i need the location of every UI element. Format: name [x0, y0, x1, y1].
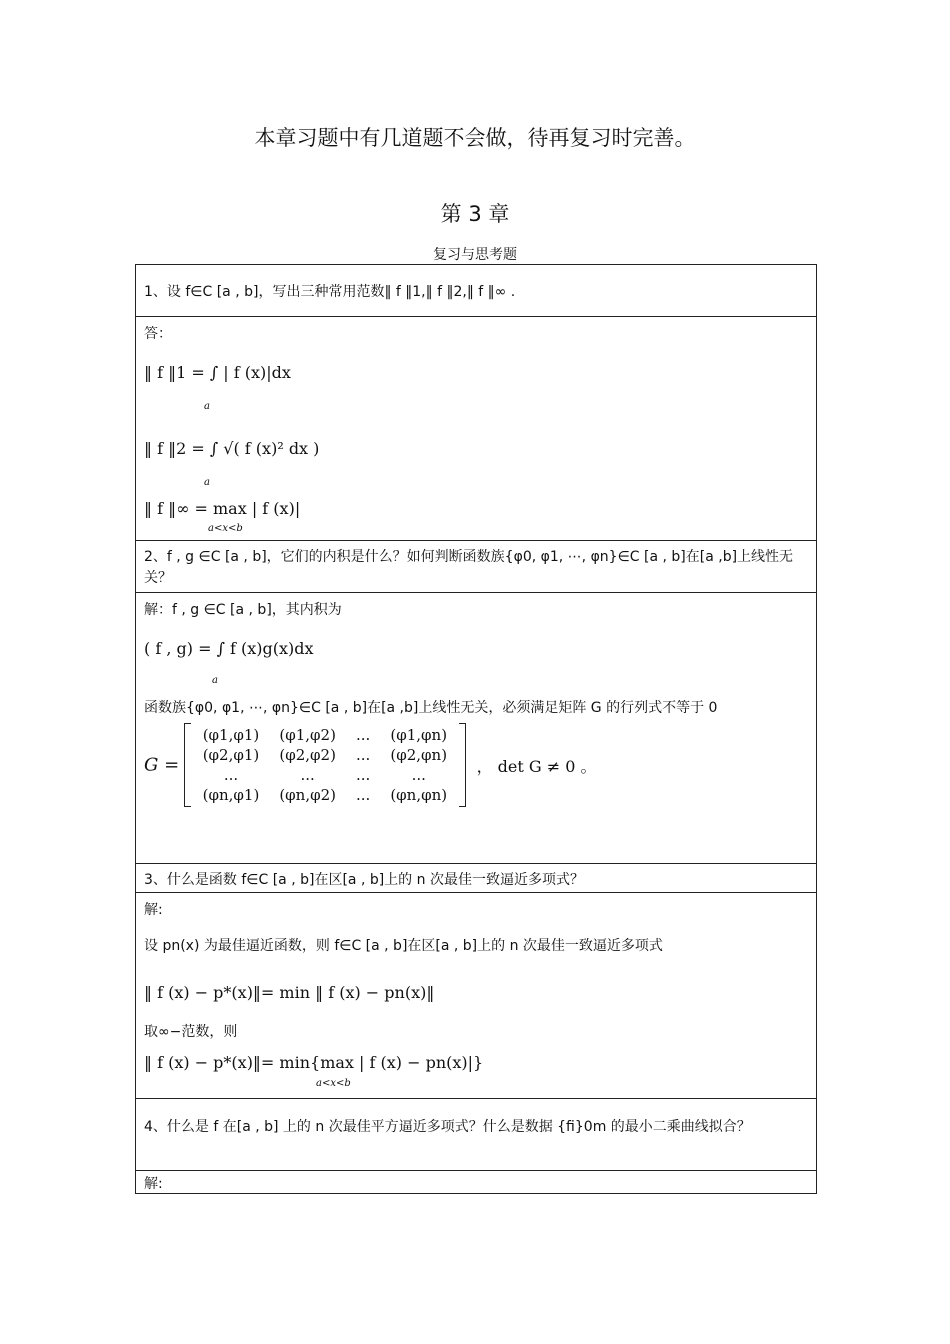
chapter-title: 第 3 章	[440, 202, 510, 226]
question-4-row	[136, 1098, 816, 1170]
gram-matrix-determinant: ， det G ≠ 0 。	[476, 756, 597, 776]
gram-matrix-cell: ...	[300, 766, 315, 784]
gram-matrix-cell: (φn,φ2)	[279, 786, 337, 804]
gram-matrix-cell: (φn,φ1)	[202, 786, 260, 804]
gram-matrix-cell: (φ1,φ1)	[202, 726, 260, 744]
gram-matrix-cell: ...	[356, 766, 371, 784]
gram-matrix-cell: (φ1,φ2)	[279, 726, 336, 744]
answer-1-norm2-equation: ‖ f ‖2 = ∫ √( f (x)² dx )	[144, 439, 320, 458]
gram-matrix-cell: ...	[411, 766, 426, 784]
question-4-text: 4、什么是 f 在[a , b] 上的 n 次最佳平方逼近多项式？什么是数据 {fi}0m 的最小二乘曲线拟合？	[144, 1119, 751, 1135]
gram-matrix-cell: ...	[356, 786, 371, 804]
section-subtitle: 复习与思考题	[433, 247, 517, 263]
question-3-text: 3、什么是函数 f∈C [a , b]在区[a , b]上的 n 次最佳一致逼近多项式？	[144, 872, 584, 888]
answer-4-row	[136, 1170, 816, 1193]
answer-3-equation-1: ‖ f (x) − p*(x)‖= min ‖ f (x) − pn(x)‖	[144, 983, 435, 1002]
question-2-text: 2、f , g ∈C [a , b]，它们的内积是什么？如何判断函数族{φ0, φ1, ⋯, φn}∈C [a , b]在[a ,b]上线性无关？	[144, 549, 794, 586]
gram-matrix-lhs: G =	[144, 754, 180, 776]
gram-matrix-cell: (φn,φn)	[390, 786, 448, 804]
gram-matrix-row	[193, 785, 458, 805]
question-1-row	[136, 265, 816, 316]
question-1-text: 1、设 f∈C [a , b]，写出三种常用范数‖ f ‖1,‖ f ‖2,‖ f ‖∞ .	[144, 284, 516, 300]
answer-4-label: 解:	[144, 1176, 163, 1192]
gram-matrix-cell: (φ2,φ1)	[202, 746, 260, 764]
gram-matrix-cell: ...	[223, 766, 239, 784]
gram-matrix-row	[193, 745, 458, 765]
answer-1-norminf-subscript: a<x<b	[208, 523, 243, 534]
answer-3-line-1: 设 pn(x) 为最佳逼近函数，则 f∈C [a , b]在区[a , b]上的 n 次最佳一致逼近多项式	[144, 938, 663, 954]
qa-table	[135, 264, 817, 1194]
gram-matrix-block	[144, 723, 597, 807]
question-3-row	[136, 863, 816, 892]
question-2-row	[136, 540, 816, 592]
answer-3-max-subscript: a<x<b	[316, 1078, 351, 1089]
answer-1-row	[136, 316, 816, 540]
answer-2-lower-limit: a	[212, 675, 218, 686]
gram-matrix-cell: (φ1,φn)	[390, 726, 448, 744]
answer-1-norm2-lower-limit: a	[204, 477, 210, 488]
answer-3-label: 解:	[144, 902, 163, 918]
answer-2-inner-product-equation: ( f , g) = ∫ f (x)g(x)dx	[144, 639, 314, 658]
answer-1-norm1-lower-limit: a	[204, 401, 210, 412]
chapter-note: 本章习题中有几道题不会做，待再复习时完善。	[254, 126, 696, 150]
gram-matrix-cell: (φ2,φn)	[390, 746, 448, 764]
answer-1-norm1-equation: ‖ f ‖1 = ∫ | f (x)|dx	[144, 363, 291, 382]
answer-2-row	[136, 592, 816, 863]
answer-1-norminf-equation: ‖ f ‖∞ = max | f (x)|	[144, 499, 301, 518]
answer-2-condition: 函数族{φ0, φ1, ⋯, φn}∈C [a , b]在[a ,b]上线性无关，必须满足矩阵 G 的行列式不等于 0	[144, 700, 718, 716]
gram-matrix-row	[193, 725, 458, 745]
answer-3-equation-2: ‖ f (x) − p*(x)‖= min{max | f (x) − pn(x)|}	[144, 1053, 484, 1072]
gram-matrix-cell: (φ2,φ2)	[279, 746, 336, 764]
gram-matrix	[184, 723, 467, 807]
answer-3-line-2: 取∞−范数，则	[144, 1024, 238, 1040]
gram-matrix-cell: ...	[356, 726, 371, 744]
answer-3-row	[136, 892, 816, 1098]
gram-matrix-row	[193, 765, 458, 785]
answer-1-label: 答：	[144, 326, 172, 342]
answer-2-label: 解：f , g ∈C [a , b]，其内积为	[144, 602, 342, 618]
gram-matrix-cell: ...	[356, 746, 371, 764]
